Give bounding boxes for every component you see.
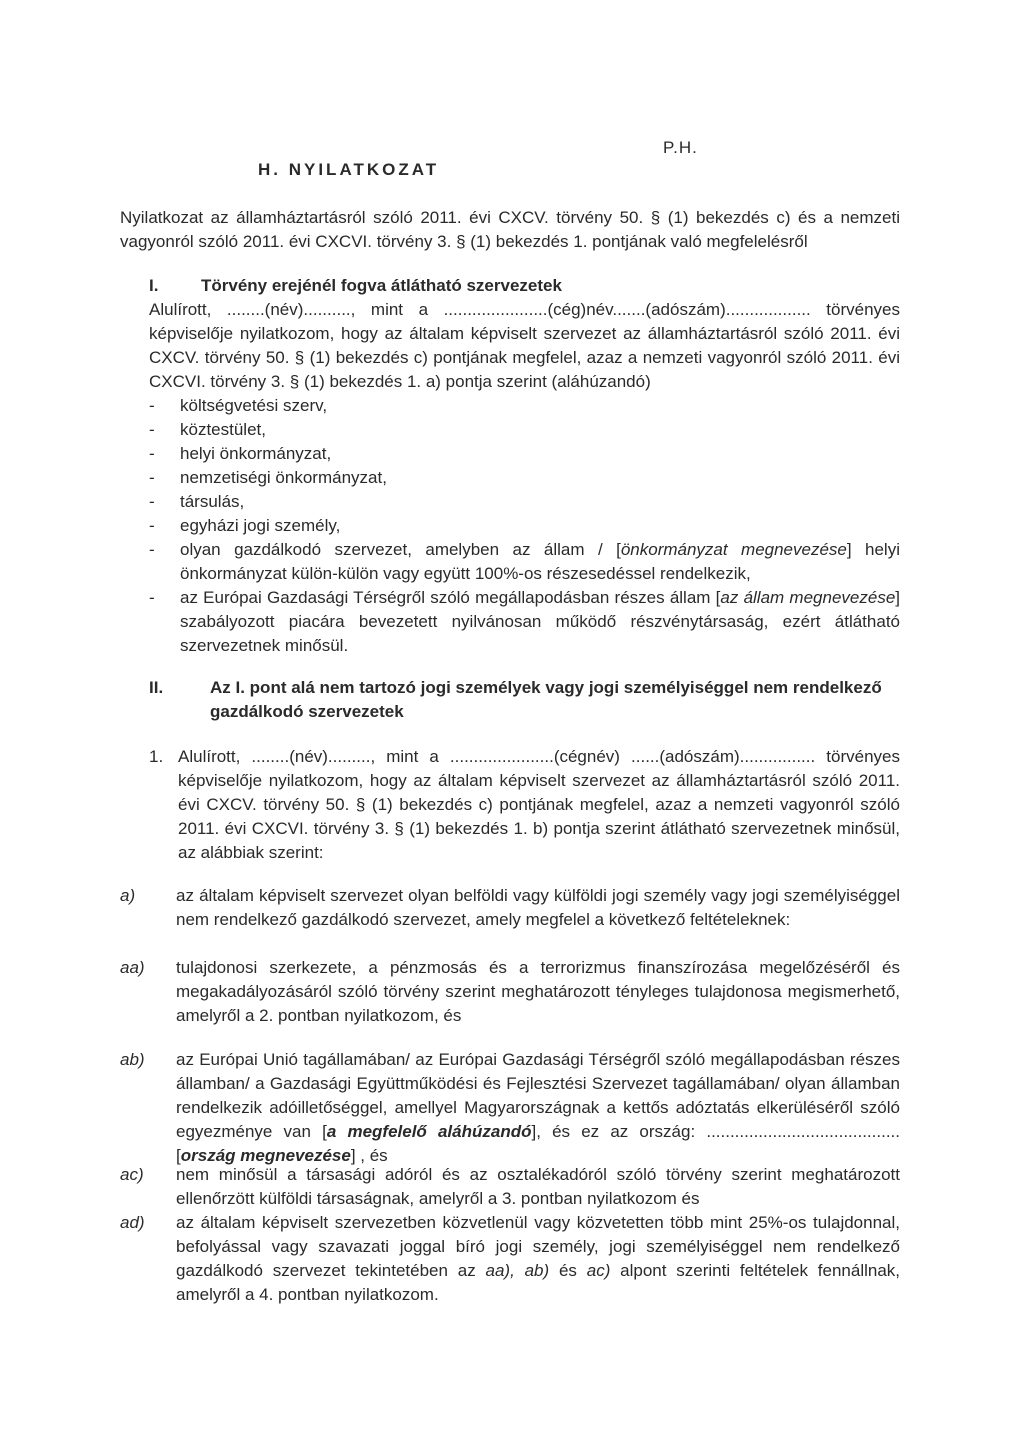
text-run: alpont szerinti feltételek fennállnak, amelyről a 4. pontban nyilatkozom. <box>176 1261 900 1304</box>
list-item <box>149 442 900 466</box>
condition-text <box>176 1048 900 1168</box>
list-dash: - <box>149 468 155 487</box>
list-item <box>149 418 900 442</box>
italic-run: ac) <box>586 1261 611 1280</box>
italic-run: aa), ab) <box>485 1261 550 1280</box>
bold-italic-run: ország megnevezése <box>180 1146 351 1165</box>
list-dash: - <box>149 420 155 439</box>
section-1-number: I. <box>149 276 159 295</box>
list-item-text: köztestület, <box>180 420 266 439</box>
condition-label: ab) <box>120 1050 145 1069</box>
bold-italic-run: a megfelelő aláhúzandó <box>326 1122 532 1141</box>
list-item <box>149 586 900 658</box>
condition-label: a) <box>120 886 136 905</box>
point-text: Alulírott, ........(név)........., mint a ......................(cégnév) ......(adószám)................ törvényes képviselője nyilatkozom, hogy az általam képviselt szervezet az államháztartásról szóló 2011. évi CXCV. törvény 50. § (1) bekezdés c) pontjának megfelel, azaz a nemzeti vagyonról szóló 2011. évi CXCVI. törvény 3. § (1) bekezdés 1. b) pontja szerint átlátható szervezetnek minősül, az alábbiak szerint: <box>178 747 900 862</box>
list-item-text: helyi önkormányzat, <box>180 444 332 463</box>
section-2-number: II. <box>149 678 164 697</box>
text-run: olyan gazdálkodó szervezet, amelyben az állam / [ <box>180 540 621 559</box>
italic-run: önkormányzat megnevezése <box>620 540 847 559</box>
document-title: H. NYILATKOZAT <box>258 160 440 179</box>
list-item <box>149 490 900 514</box>
list-item-text: egyházi jogi személy, <box>180 516 341 535</box>
list-item <box>149 394 900 418</box>
condition-text: tulajdonosi szerkezete, a pénzmosás és a terrorizmus finanszírozása megelőzéséről és megakadályozásáról szóló törvény szerint meghatározott tényleges tulajdonosa megismerhető, amelyről a 2. pontban nyilatkozom, és <box>176 958 900 1025</box>
intro-paragraph: Nyilatkozat az államháztartásról szóló 2011. évi CXCV. törvény 50. § (1) bekezdés c) és a nemzeti vagyonról szóló 2011. évi CXCVI. törvény 3. § (1) bekezdés 1. pontjának való megfelelésről <box>120 208 900 251</box>
text-run: és <box>549 1261 587 1280</box>
text-run: ] szabályozott piacára bevezetett nyilvánosan működő részvénytársaság, ezért átlátható szervezetnek minősül. <box>180 588 901 655</box>
text-run: az Európai Gazdasági Térségről szóló megállapodásban részes állam [ <box>180 588 721 607</box>
list-item-text: nemzetiségi önkormányzat, <box>180 468 387 487</box>
list-item <box>149 538 900 586</box>
list-dash: - <box>149 588 155 607</box>
section-1-title: Törvény erejénél fogva átlátható szervezetek <box>201 276 562 295</box>
condition-label: ac) <box>120 1165 144 1184</box>
text-run: az Európai Unió tagállamában/ az Európai Gazdasági Térségről szóló megállapodásban részes államban/ a Gazdasági Együttműködési és Fejlesztési Szervezet tagállamában/ olyan államban rendelkezik adóilletőséggel, amellyel Magyarországnak a kettős adóztatás elkerüléséről szóló egyezménye van [ <box>176 1050 900 1141</box>
condition-text: nem minősül a társasági adóról és az osztalékadóról szóló törvény szerint meghatározott ellenőrzött külföldi társaságnak, amelyről a 3. pontban nyilatkozom és <box>176 1165 900 1208</box>
list-dash: - <box>149 540 155 559</box>
organization-type-list <box>149 394 900 658</box>
list-dash: - <box>149 492 155 511</box>
list-item <box>149 514 900 538</box>
condition-text: az általam képviselt szervezet olyan belföldi vagy külföldi jogi személy vagy jogi személyiséggel nem rendelkező gazdálkodó szervezet, amely megfelel a következő feltételeknek: <box>176 886 900 929</box>
list-item-text: társulás, <box>180 492 245 511</box>
condition-label: aa) <box>120 958 145 977</box>
italic-run: az állam megnevezése <box>720 588 896 607</box>
condition-label: ad) <box>120 1213 145 1232</box>
list-item <box>149 466 900 490</box>
list-dash: - <box>149 516 155 535</box>
text-run: ] , és <box>350 1146 388 1165</box>
section-2-title: Az I. pont alá nem tartozó jogi személyek vagy jogi személyiséggel nem rendelkező gazdálkodó szervezetek <box>210 678 882 721</box>
condition-text <box>176 1211 900 1307</box>
list-item-text: költségvetési szerv, <box>180 396 328 415</box>
text-run: az általam képviselt szervezetben közvetlenül vagy közvetetten több mint 25%-os tulajdonnal, befolyással vagy szavazati joggal bíró jogi személy, jogi személyiséggel nem rendelkező gazdálkodó szervezet tekintetében az <box>176 1213 900 1280</box>
text-run: ] helyi önkormányzat külön-külön vagy együtt 100%-os részesedéssel rendelkezik, <box>180 540 900 583</box>
list-dash: - <box>149 396 155 415</box>
point-number: 1. <box>149 747 164 766</box>
text-run: ], és ez az ország: ......................................... [ <box>176 1122 900 1165</box>
section-1-declaration: Alulírott, ........(név).........., mint a ......................(cég)név.......(adószám).................. törvényes képviselője nyilatkozom, hogy az általam képviselt szervezet az államháztartásról szóló 2011. évi CXCV. törvény 50. § (1) bekezdés c) pontjának megfelel, azaz a nemzeti vagyonról szóló 2011. évi CXCVI. törvény 3. § (1) bekezdés 1. a) pontja szerint (aláhúzandó) <box>149 300 900 391</box>
list-item-text <box>180 588 900 655</box>
list-item-text <box>180 540 900 583</box>
stamp-placeholder: P.H. <box>663 138 698 157</box>
list-dash: - <box>149 444 155 463</box>
